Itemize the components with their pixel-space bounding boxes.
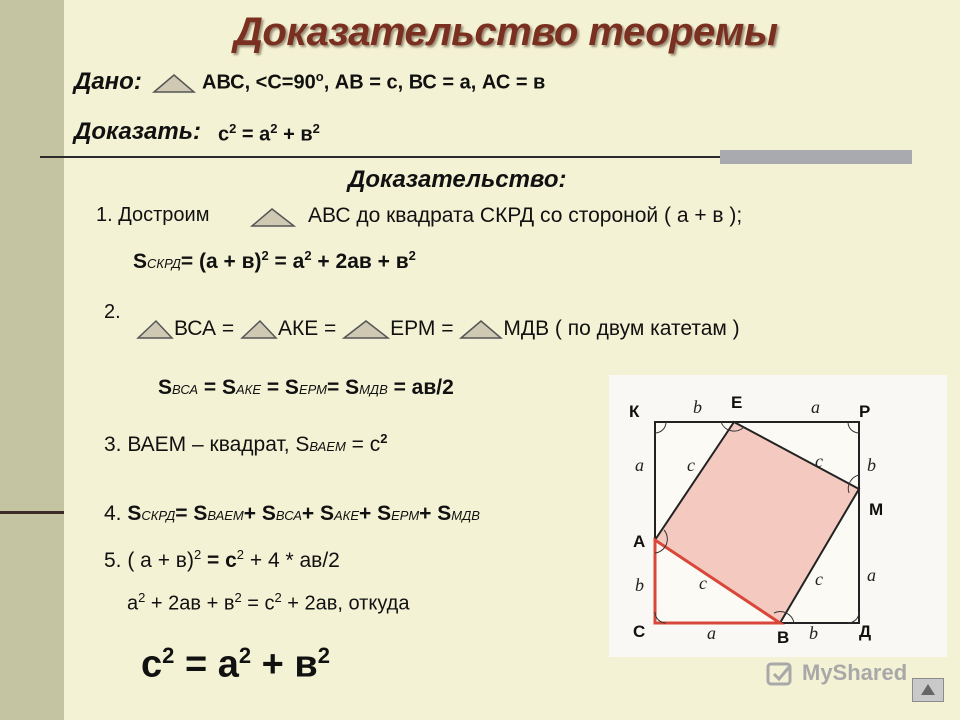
vertex-label: В — [777, 628, 790, 647]
step1-text: АВС до квадрата СКРД со стороной ( а + в ); — [308, 204, 743, 227]
left-decor-band — [0, 0, 64, 720]
side-label: c — [815, 451, 823, 471]
triangle-icon — [152, 72, 196, 94]
side-label: a — [707, 623, 716, 643]
geometry-figure — [609, 375, 947, 657]
step1-number: 1. Достроим — [96, 204, 210, 226]
given-label: Дано: — [74, 68, 142, 95]
side-label: b — [635, 575, 644, 595]
triangle-icon — [136, 318, 174, 340]
side-label: a — [867, 565, 876, 585]
triangle-icon — [250, 206, 296, 228]
side-label: b — [693, 397, 702, 417]
conclusion-formula: $с^2 = а^2 + в^2$ — [141, 643, 331, 686]
left-divider — [0, 511, 64, 514]
triangle-icon — [459, 318, 503, 340]
side-label: c — [699, 573, 707, 593]
vertex-label: Д — [859, 622, 872, 641]
square-diagram — [609, 375, 947, 657]
nav-arrow-icon — [913, 679, 943, 701]
step2-number: 2. — [104, 301, 121, 323]
side-label: a — [635, 455, 644, 475]
triangle-icon — [240, 318, 278, 340]
triangle-icon — [342, 318, 390, 340]
prove-formula: $с^2 = а^2 + в^2$ — [218, 121, 320, 146]
next-slide-button[interactable] — [912, 678, 944, 702]
step5-line1: 5. ( $а + в)^2 = с^2 + 4 * ав/2$ — [104, 547, 340, 572]
step1-formula: SСКРД= $(а + в)^2 = а^2 + 2ав + в^2$ — [133, 248, 416, 273]
vertex-label: А — [633, 532, 646, 551]
side-label: c — [687, 455, 695, 475]
myshared-logo-icon — [766, 660, 796, 690]
prove-label: Доказать: — [74, 118, 201, 145]
step2-text: ВСА = АКЕ = ЕРМ = МДВ ( по двум катетам ) — [136, 318, 740, 340]
side-label: c — [815, 569, 823, 589]
vertex-label: М — [869, 500, 884, 519]
step4-formula: 4. SСКРД= SВАЕМ+ SВСА+ SАКЕ+ SЕРМ+ SМДВ — [104, 502, 480, 525]
step2-formula: SВСА = SАКЕ = SЕРМ= SМДВ = ав/2 — [158, 376, 454, 399]
side-label: b — [867, 455, 876, 475]
given-text: АВС, $<С=90^o$, АВ = с, ВС = а, АС = в — [202, 69, 546, 94]
vertex-label: Е — [731, 393, 743, 412]
proof-heading: Доказательство: — [348, 166, 567, 193]
header-accent-bar — [720, 150, 912, 164]
vertex-label: С — [633, 622, 646, 641]
vertex-label: К — [629, 402, 640, 421]
watermark-text: MyShared — [802, 660, 908, 685]
step3-text: 3. ВАЕМ – квадрат, SВАЕМ = $с^2$ — [104, 431, 388, 456]
slide-title: Доказательство теоремы — [234, 10, 778, 54]
side-label: b — [809, 623, 818, 643]
side-label: a — [811, 397, 820, 417]
step5-line2: $а^2 + 2ав + в^2 = с^2 + 2ав$, откуда — [127, 590, 410, 615]
vertex-label: Р — [859, 402, 871, 421]
